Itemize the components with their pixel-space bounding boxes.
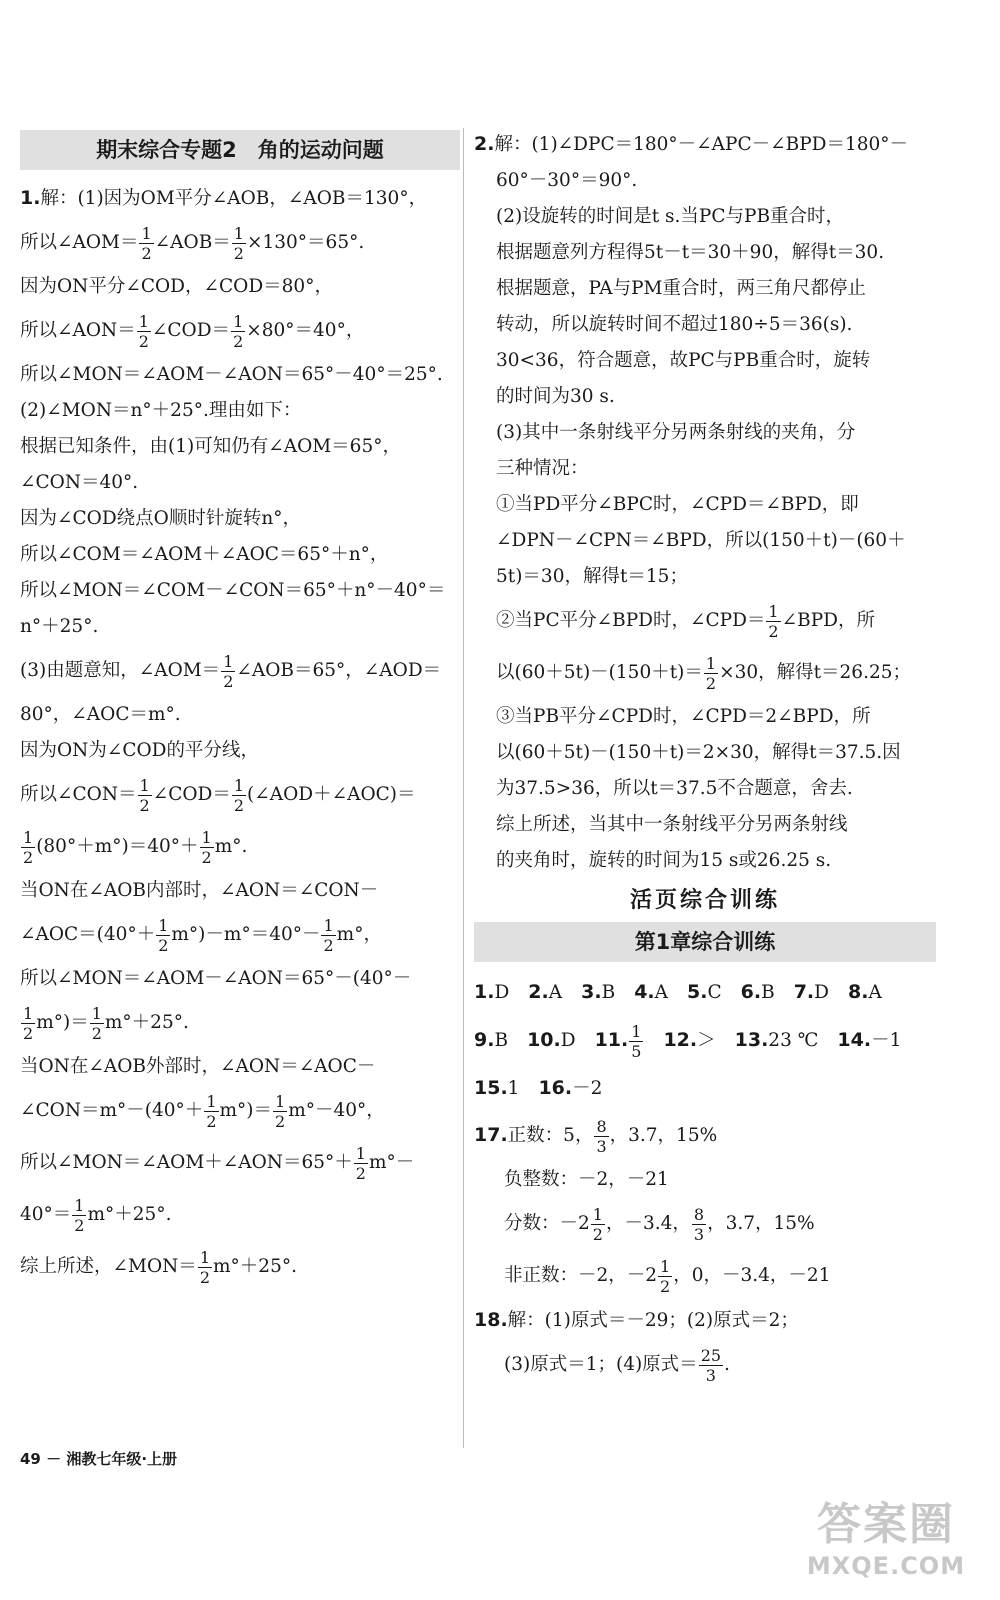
line-text: 正数：5， (507, 1125, 594, 1146)
column-divider (463, 128, 464, 1448)
line-text: m°， (336, 924, 382, 945)
fraction-numerator: 1 (141, 223, 152, 243)
line-text: 根据已知条件，由(1)可知仍有∠AOM＝65°， (20, 436, 401, 457)
text-line (474, 735, 936, 771)
multiple-choice-answers (474, 972, 936, 1109)
fraction-denominator: 2 (355, 1163, 366, 1183)
line-text: ∠AOB＝ (154, 232, 231, 253)
answer-item (581, 982, 615, 1003)
line-text: m°－ (368, 1152, 415, 1173)
text-line (474, 487, 936, 523)
right-column (474, 126, 936, 1391)
fraction (221, 652, 235, 691)
line-text: (3)原式＝1；(4)原式＝ (504, 1354, 698, 1375)
fraction (138, 776, 152, 815)
line-text: 因为ON平分∠COD，∠COD＝80°， (20, 276, 333, 297)
chapter-header: 第1章综合训练 (474, 922, 936, 962)
text-line (20, 393, 460, 429)
text-line (20, 537, 460, 573)
line-text: 解：(1)原式＝－29；(2)原式＝2； (507, 1310, 799, 1331)
fraction-numerator: 1 (23, 827, 34, 847)
line-text: ∠CON＝40°. (20, 472, 139, 493)
text-line (474, 1162, 936, 1198)
line-text: m°)＝ (36, 1012, 89, 1033)
fraction-numerator: 1 (233, 223, 244, 243)
fraction-denominator: 2 (141, 243, 152, 263)
line-text: 解：(1)因为OM平分∠AOB，∠AOB＝130°， (40, 188, 428, 209)
line-text: 的夹角时，旋转的时间为15 s或26.25 s. (496, 850, 832, 871)
fraction-numerator: 1 (768, 601, 779, 621)
fraction-denominator: 2 (206, 1111, 217, 1131)
fraction-denominator: 2 (23, 1023, 34, 1043)
answer-value: B (494, 1030, 509, 1051)
fraction-numerator: 1 (139, 775, 150, 795)
question-number: 13. (734, 1029, 769, 1051)
text-line (20, 217, 460, 269)
line-text: 转动，所以旋转时间不超过180÷5＝36(s). (496, 314, 853, 335)
line-text: 所以∠MON＝∠AOM－∠AON＝65°－40°＝25°. (20, 364, 443, 385)
answer-item (474, 982, 509, 1003)
text-line (20, 269, 460, 305)
line-text: 非正数：－2，－2 (504, 1265, 658, 1286)
answer-item (741, 982, 775, 1003)
answer-item (528, 982, 562, 1003)
fraction-denominator: 2 (138, 331, 149, 351)
question-number: 1. (20, 187, 41, 209)
text-line (474, 699, 936, 735)
fraction (699, 1346, 723, 1385)
question-1 (20, 180, 460, 1293)
text-line (20, 961, 460, 997)
text-line (20, 1189, 460, 1241)
question-number: 12. (663, 1029, 698, 1051)
fraction-numerator: 1 (74, 1195, 85, 1215)
question-number: 16. (538, 1077, 573, 1099)
fraction-denominator: 5 (631, 1041, 642, 1061)
answer-value: B (601, 982, 616, 1003)
fraction-denominator: 2 (201, 847, 212, 867)
line-text: ①当PD平分∠BPC时，∠CPD＝∠BPD，即 (496, 494, 859, 515)
fraction-numerator: 1 (23, 1003, 34, 1023)
fraction (72, 1196, 86, 1235)
line-text: 80°，∠AOC＝m°. (20, 704, 181, 725)
text-line (474, 1109, 936, 1162)
fraction (591, 1205, 605, 1244)
fraction-numerator: 1 (158, 915, 169, 935)
text-line (20, 821, 460, 873)
line-text: (2)设旋转的时间是t s.当PC与PB重合时， (496, 206, 845, 227)
line-text: ∠AOC＝(40°＋ (20, 924, 156, 945)
text-line (20, 429, 460, 465)
question-18 (474, 1302, 936, 1391)
line-text: 5t)＝30，解得t＝15； (496, 566, 688, 587)
question-2 (474, 126, 936, 879)
line-text: m°)－m°＝40°－ (171, 924, 321, 945)
answer-value: －2 (572, 1078, 603, 1099)
line-text: ，3.7，15% (609, 1125, 718, 1146)
answer-item (594, 1021, 645, 1061)
fraction-denominator: 2 (275, 1111, 286, 1131)
fraction-numerator: 1 (592, 1204, 603, 1224)
text-line (474, 163, 936, 199)
fraction (21, 1004, 35, 1043)
fraction-denominator: 2 (592, 1224, 603, 1244)
line-text: m°－40°， (288, 1100, 385, 1121)
answer-item (538, 1078, 602, 1099)
line-text: 所以∠MON＝∠AOM－∠AON＝65°－(40°－ (20, 968, 412, 989)
fraction-numerator: 1 (233, 311, 244, 331)
text-line (474, 1198, 936, 1250)
fraction-numerator: 1 (631, 1021, 642, 1041)
fraction-numerator: 1 (660, 1256, 671, 1276)
line-text: ∠COD＝ (152, 784, 231, 805)
fraction (200, 828, 214, 867)
fraction (231, 312, 245, 351)
fraction-denominator: 2 (233, 243, 244, 263)
text-line (20, 909, 460, 961)
fraction-denominator: 2 (23, 847, 34, 867)
answer-item (663, 1030, 715, 1051)
fraction-numerator: 1 (223, 651, 234, 671)
text-line (20, 1085, 460, 1137)
fraction (137, 312, 151, 351)
line-text: 的时间为30 s. (496, 386, 615, 407)
line-text: ∠CON＝m°－(40°＋ (20, 1100, 204, 1121)
text-line (20, 1137, 460, 1189)
line-text: 分数：－2 (504, 1213, 590, 1234)
fraction-denominator: 2 (223, 671, 234, 691)
line-text: ，－3.4， (605, 1213, 691, 1234)
question-number: 8. (847, 981, 869, 1003)
text-line (474, 415, 936, 451)
line-text: m°＋25°. (213, 1256, 297, 1277)
fraction-numerator: 25 (700, 1345, 722, 1365)
watermark (806, 1488, 966, 1580)
fraction-denominator: 2 (768, 621, 779, 641)
line-text: (∠AOD＋∠AOC)＝ (247, 784, 416, 805)
question-number: 1. (474, 981, 495, 1003)
line-text: 综上所述，∠MON＝ (20, 1256, 197, 1277)
line-text: 40°＝ (20, 1204, 72, 1225)
line-text: (3)由题意知，∠AOM＝ (20, 660, 221, 681)
line-text: . (724, 1354, 730, 1375)
question-number: 15. (474, 1077, 508, 1099)
fraction-denominator: 2 (74, 1215, 85, 1235)
line-text: 因为∠COD绕点O顺时针旋转n°， (20, 508, 301, 529)
line-text: 根据题意列方程得5t－t＝30＋90，解得t＝30. (496, 242, 885, 263)
line-text: 所以∠AOM＝ (20, 232, 139, 253)
line-text: 因为ON为∠COD的平分线， (20, 740, 260, 761)
line-text: 根据题意，PA与PM重合时，两三角尺都停止 (496, 278, 867, 299)
fraction (594, 1117, 608, 1156)
fraction-numerator: 1 (201, 827, 212, 847)
answer-row (474, 1068, 936, 1109)
line-text: ②当PC平分∠BPD时，∠CPD＝ (496, 610, 766, 631)
text-line (474, 559, 936, 595)
left-column (20, 126, 460, 1293)
line-text: 解：(1)∠DPC＝180°－∠APC－∠BPD＝180°－ (494, 134, 909, 155)
fraction-numerator: 1 (199, 1247, 210, 1267)
text-line (474, 1250, 936, 1302)
answer-item (474, 1078, 519, 1099)
fraction-denominator: 3 (693, 1224, 705, 1244)
fraction (21, 828, 35, 867)
fraction-numerator: 1 (138, 311, 149, 331)
line-text: 所以∠CON＝ (20, 784, 137, 805)
question-number: 2. (474, 133, 495, 155)
fraction-denominator: 3 (596, 1136, 607, 1156)
text-line (20, 573, 460, 609)
answer-item (474, 1030, 508, 1051)
line-text: 所以∠MON＝∠COM－∠CON＝65°＋n°－40°＝ (20, 580, 446, 601)
fraction (139, 224, 153, 263)
question-number: 14. (837, 1029, 872, 1051)
text-line (20, 1049, 460, 1085)
text-line (474, 1339, 936, 1391)
line-text: ，3.7，15% (707, 1213, 815, 1234)
fraction-denominator: 2 (139, 795, 150, 815)
question-number: 4. (634, 981, 655, 1003)
text-line (20, 645, 460, 697)
text-line (474, 1302, 936, 1339)
answer-item (687, 982, 722, 1003)
question-number: 7. (793, 981, 815, 1003)
text-line (20, 305, 460, 357)
answer-value: D (560, 1030, 576, 1051)
fraction-numerator: 1 (275, 1091, 286, 1111)
text-line (20, 501, 460, 537)
text-line (20, 697, 460, 733)
question-number: 6. (740, 981, 762, 1003)
fraction (354, 1144, 368, 1183)
text-line (474, 595, 936, 647)
line-text: ，0，－3.4，－21 (673, 1265, 831, 1286)
fraction (156, 916, 170, 955)
question-number: 17. (474, 1124, 508, 1146)
line-text: m°＋25°. (104, 1012, 189, 1033)
answer-value: －1 (871, 1030, 902, 1051)
fraction (232, 776, 246, 815)
fraction-numerator: 1 (91, 1003, 102, 1023)
text-line (474, 451, 936, 487)
fraction (198, 1248, 212, 1287)
page-footer: 49 － 湘教七年级·上册 (20, 1450, 178, 1468)
fraction (692, 1205, 706, 1244)
line-text: 以(60＋5t)－(150＋t)＝2×30，解得t＝37.5.因 (496, 742, 901, 763)
question-17 (474, 1109, 936, 1302)
text-line (20, 769, 460, 821)
line-text: 三种情况： (496, 458, 589, 479)
question-number: 10. (527, 1029, 561, 1051)
text-line (20, 873, 460, 909)
answer-item (527, 1030, 576, 1051)
line-text: m°. (214, 836, 248, 857)
section-title: 活页综合训练 (629, 888, 780, 913)
line-text: m°＋25°. (87, 1204, 172, 1225)
fraction (90, 1004, 104, 1043)
line-text: m°)＝ (219, 1100, 273, 1121)
answer-value: D (814, 982, 829, 1003)
fraction-denominator: 2 (233, 795, 245, 815)
fraction-denominator: 2 (158, 935, 169, 955)
text-line (474, 271, 936, 307)
answer-item (794, 982, 829, 1003)
fraction (629, 1022, 643, 1061)
line-text: 当ON在∠AOB外部时，∠AON＝∠AOC－ (20, 1056, 376, 1077)
watermark-logo: 答案圈 (817, 1499, 955, 1550)
text-line (474, 843, 936, 879)
answer-item (848, 982, 882, 1003)
fraction-numerator: 1 (323, 915, 334, 935)
text-line (474, 126, 936, 163)
answer-row (474, 972, 936, 1013)
text-line (20, 465, 460, 501)
line-text: 以(60＋5t)－(150＋t)＝ (496, 662, 703, 683)
text-line (474, 235, 936, 271)
fraction-numerator: 8 (693, 1204, 705, 1224)
answer-value: ＞ (697, 1030, 716, 1051)
line-text: ③当PB平分∠CPD时，∠CPD＝2∠BPD，所 (496, 706, 871, 727)
answer-value: 1 (507, 1078, 520, 1099)
question-number: 11. (594, 1029, 629, 1051)
question-number: 9. (474, 1029, 495, 1051)
answer-value: D (494, 982, 510, 1003)
fraction-denominator: 2 (233, 331, 244, 351)
text-line (20, 1241, 460, 1293)
text-line (474, 199, 936, 235)
text-line (474, 771, 936, 807)
watermark-url: MXQE.COM (806, 1552, 966, 1580)
line-text: ∠BPD，所 (781, 610, 875, 631)
answer-value: C (707, 982, 722, 1003)
line-text: (2)∠MON＝n°＋25°.理由如下： (20, 400, 302, 421)
fraction-numerator: 8 (596, 1116, 607, 1136)
answer-value: 23 ℃ (768, 1030, 819, 1051)
line-text: (80°＋m°)＝40°＋ (36, 836, 199, 857)
line-text: 为37.5>36，所以t＝37.5不合题意，舍去. (496, 778, 853, 799)
question-number: 5. (687, 981, 708, 1003)
line-text: 负整数：－2，－21 (504, 1169, 669, 1190)
fraction-numerator: 1 (206, 1091, 217, 1111)
text-line (20, 357, 460, 393)
text-line (474, 807, 936, 843)
line-text: 所以∠AON＝ (20, 320, 136, 341)
line-text: 所以∠MON＝∠AOM＋∠AON＝65°＋ (20, 1152, 353, 1173)
fraction (321, 916, 335, 955)
line-text: ×130°＝65°. (246, 232, 365, 253)
fraction-numerator: 1 (355, 1143, 366, 1163)
question-number: 3. (581, 981, 602, 1003)
answer-value: B (761, 982, 775, 1003)
line-text: 30<36，符合题意，故PC与PB重合时，旋转 (496, 350, 871, 371)
fraction (232, 224, 246, 263)
answer-value: A (654, 982, 669, 1003)
line-text: ∠COD＝ (151, 320, 231, 341)
fraction (273, 1092, 287, 1131)
line-text: ×30，解得t＝26.25； (719, 662, 912, 683)
line-text: ×80°＝40°， (246, 320, 365, 341)
text-line (474, 379, 936, 415)
text-line (474, 307, 936, 343)
fraction-denominator: 2 (91, 1023, 102, 1043)
line-text: 综上所述，当其中一条射线平分另两条射线 (496, 814, 848, 835)
line-text: n°＋25°. (20, 616, 99, 637)
answer-value: A (548, 982, 563, 1003)
fraction-denominator: 3 (705, 1365, 716, 1385)
fraction-denominator: 2 (323, 935, 334, 955)
line-text: ∠AOB＝65°，∠AOD＝ (236, 660, 442, 681)
text-line (474, 523, 936, 559)
fraction-numerator: 1 (233, 775, 245, 795)
fraction-numerator: 1 (705, 653, 717, 673)
line-text: 当ON在∠AOB内部时，∠AON＝∠CON－ (20, 880, 379, 901)
question-number: 2. (528, 981, 549, 1003)
text-line (474, 647, 936, 699)
text-line (474, 343, 936, 379)
fraction-denominator: 2 (660, 1276, 671, 1296)
text-line (20, 180, 460, 217)
fraction-denominator: 2 (705, 673, 717, 693)
line-text: 所以∠COM＝∠AOM＋∠AOC＝65°＋n°， (20, 544, 389, 565)
fraction (766, 602, 780, 641)
answer-item (837, 1030, 901, 1051)
answer-row (474, 1013, 936, 1068)
answer-item (634, 982, 668, 1003)
line-text: 60°－30°＝90°. (496, 170, 638, 191)
text-line (20, 997, 460, 1049)
question-number: 18. (474, 1309, 508, 1331)
fraction (704, 654, 718, 693)
fraction (658, 1257, 672, 1296)
text-line (20, 733, 460, 769)
answer-item (735, 1030, 819, 1051)
fraction-denominator: 2 (199, 1267, 210, 1287)
text-line (20, 609, 460, 645)
answer-value: A (868, 982, 882, 1003)
line-text: ∠DPN－∠CPN＝∠BPD，所以(150＋t)－(60＋ (496, 530, 906, 551)
line-text: (3)其中一条射线平分另两条射线的夹角，分 (496, 422, 856, 443)
section-header-left: 期末综合专题2 角的运动问题 (20, 130, 460, 170)
fraction (204, 1092, 218, 1131)
